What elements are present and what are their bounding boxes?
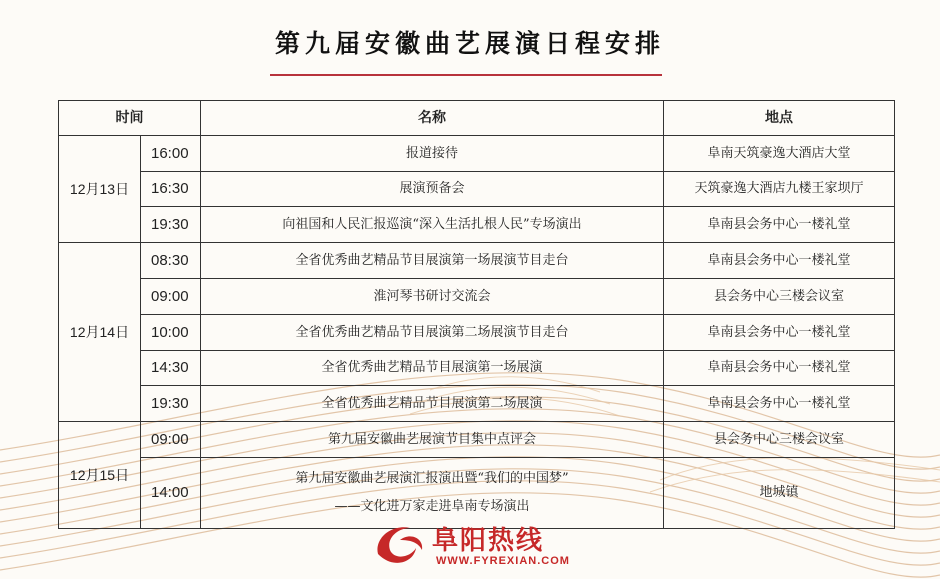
time-cell: 09:00 [141, 279, 201, 315]
swirl-logo-icon [370, 518, 430, 572]
table-header-row [59, 101, 895, 136]
date-cell: 12月13日 [59, 136, 141, 243]
event-name-cell: 向祖国和人民汇报巡演“深入生活扎根人民”专场演出 [201, 207, 664, 243]
event-place-cell: 阜南县会务中心一楼礼堂 [664, 243, 895, 279]
event-name-cell: 全省优秀曲艺精品节目展演第二场展演 [201, 386, 664, 422]
event-place-cell: 县会务中心三楼会议室 [664, 279, 895, 315]
event-place-cell: 阜南县会务中心一楼礼堂 [664, 351, 895, 386]
time-cell: 16:00 [141, 136, 201, 172]
table-row [59, 136, 895, 172]
table-row [59, 422, 895, 458]
time-cell: 14:30 [141, 351, 201, 386]
event-name-cell: 全省优秀曲艺精品节目展演第二场展演节目走台 [201, 315, 664, 351]
time-cell: 08:30 [141, 243, 201, 279]
event-place-cell: 天筑豪逸大酒店九楼王家坝厅 [664, 172, 895, 207]
table-row [59, 386, 895, 422]
table-row [59, 351, 895, 386]
event-name-cell: 第九届安徽曲艺展演节目集中点评会 [201, 422, 664, 458]
watermark-url: WWW.FYREXIAN.COM [436, 555, 570, 567]
event-place-cell: 阜南县会务中心一楼礼堂 [664, 315, 895, 351]
table-row [59, 315, 895, 351]
date-cell: 12月15日 [59, 422, 141, 529]
table-row [59, 207, 895, 243]
event-place-cell: 阜南县会务中心一楼礼堂 [664, 207, 895, 243]
title-underline [270, 74, 662, 76]
event-name-cell: 全省优秀曲艺精品节目展演第一场展演节目走台 [201, 243, 664, 279]
time-cell: 10:00 [141, 315, 201, 351]
time-cell: 09:00 [141, 422, 201, 458]
header-place: 地点 [664, 101, 895, 136]
event-name-cell: 展演预备会 [201, 172, 664, 207]
event-place-cell: 县会务中心三楼会议室 [664, 422, 895, 458]
watermark-name: 阜阳热线 [432, 526, 545, 556]
event-name-cell: 报道接待 [201, 136, 664, 172]
date-cell: 12月14日 [59, 243, 141, 422]
site-watermark-logo [370, 514, 590, 576]
header-name: 名称 [201, 101, 664, 136]
event-name-cell: 全省优秀曲艺精品节目展演第一场展演 [201, 351, 664, 386]
time-cell: 19:30 [141, 207, 201, 243]
event-name-line2: ——文化进万家走进阜南专场演出 [334, 499, 530, 514]
table-row [59, 172, 895, 207]
event-name-cell: 淮河琴书研讨交流会 [201, 279, 664, 315]
page-title: 第九届安徽曲艺展演日程安排 [274, 29, 665, 58]
table-row [59, 243, 895, 279]
schedule-table [58, 100, 895, 529]
time-cell: 19:30 [141, 386, 201, 422]
event-place-cell: 阜南天筑豪逸大酒店大堂 [664, 136, 895, 172]
header-time: 时间 [59, 101, 201, 136]
event-name-line1: 第九届安徽曲艺展演汇报演出暨“我们的中国梦” [295, 471, 569, 487]
table-row [59, 279, 895, 315]
time-cell: 14:00 [141, 458, 201, 529]
event-place-cell: 阜南县会务中心一楼礼堂 [664, 386, 895, 422]
event-place-cell: 地城镇 [664, 458, 895, 529]
time-cell: 16:30 [141, 172, 201, 207]
